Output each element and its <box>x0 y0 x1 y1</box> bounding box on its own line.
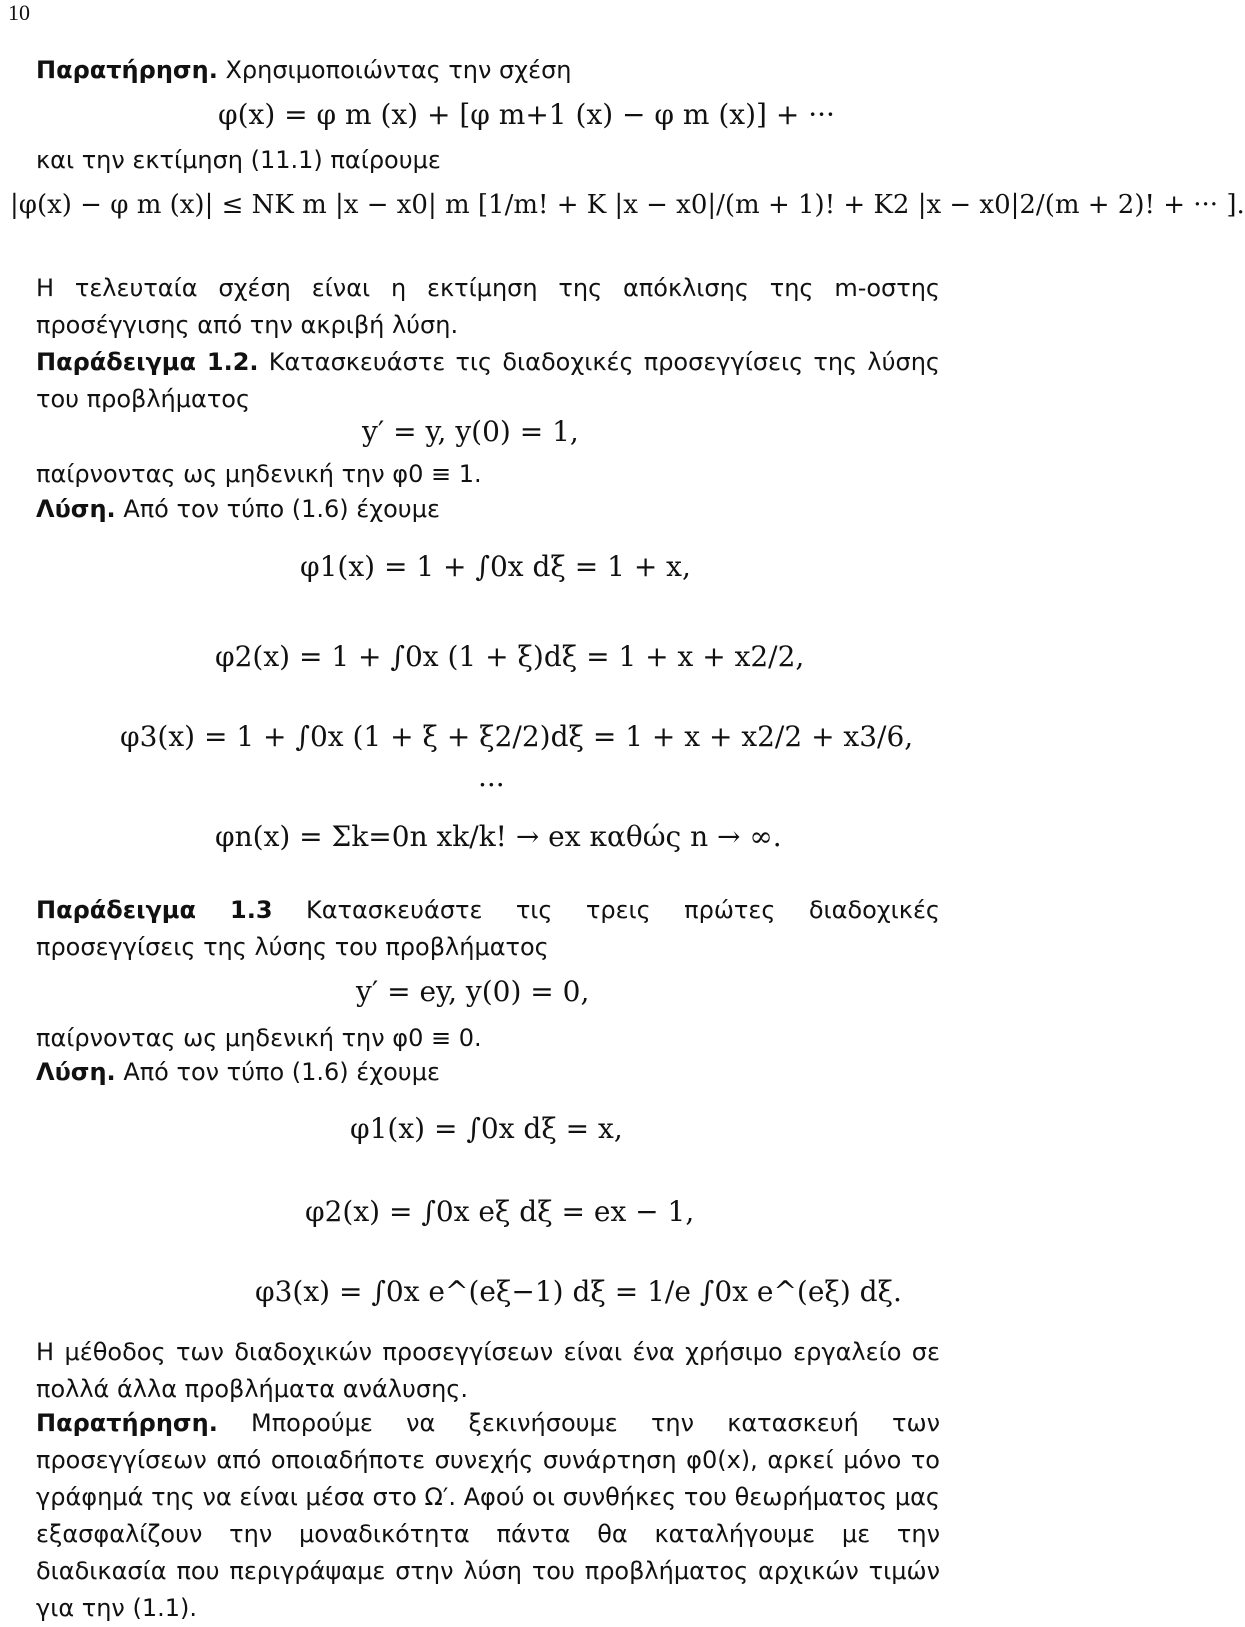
remark-text: Χρησιμοποιώντας την σχέση <box>217 56 572 84</box>
solution-text: Από τον τύπο (1.6) έχουμε <box>115 1058 440 1086</box>
example-1-3-statement <box>36 892 940 966</box>
example-1-2-heading: Παράδειγμα 1.2. <box>36 348 259 376</box>
example-1-3-solution-line <box>36 1054 940 1091</box>
solution-heading: Λύση. <box>36 1058 116 1086</box>
remark-paragraph <box>36 52 940 89</box>
example-1-3-heading: Παράδειγμα 1.3 <box>36 896 273 924</box>
method-paragraph: Η μέθοδος των διαδοχικών προσεγγίσεων είναι ένα χρήσιμο εργαλείο σε πολλά άλλα προβλήματα ανάλυσης. <box>36 1338 940 1403</box>
example-1-2-statement <box>36 344 940 418</box>
example-1-3-phi2: φ2(x) = ∫0x eξ dξ = ex − 1, <box>305 1195 695 1228</box>
example-1-2-phi2: φ2(x) = 1 + ∫0x (1 + ξ)dξ = 1 + x + x2/2, <box>215 640 805 673</box>
example-1-3-text: Κατασκευάστε τις τρεις πρώτες διαδοχικές προσεγγίσεις της λύσης του προβλήματος <box>36 896 940 961</box>
example-1-2-solution-line <box>36 491 940 528</box>
remark-heading: Παρατήρηση. <box>36 56 218 84</box>
example-1-2-dots: ... <box>478 760 505 793</box>
solution-heading: Λύση. <box>36 495 116 523</box>
estimate-equation: |φ(x) − φ m (x)| ≤ NK m |x − x0| m [1/m! + K |x − x0|/(m + 1)! + K2 |x − x0|2/(m + 2)! + ··· ]. <box>10 190 1245 220</box>
example-1-3-initial: παίρνοντας ως μηδενική την φ0 ≡ 0. <box>36 1024 482 1052</box>
estimate-intro-text: και την εκτίμηση (11.1) παίρουμε <box>36 146 441 174</box>
phi-series-equation: φ(x) = φ m (x) + [φ m+1 (x) − φ m (x)] + ··· <box>218 98 835 131</box>
solution-text: Από τον τύπο (1.6) έχουμε <box>115 495 440 523</box>
page-number: 10 <box>8 0 30 25</box>
remark-2-heading: Παρατήρηση. <box>36 1409 218 1437</box>
example-1-2-phi3: φ3(x) = 1 + ∫0x (1 + ξ + ξ2/2)dξ = 1 + x + x2/2 + x3/6, <box>120 720 914 753</box>
example-1-3-phi3: φ3(x) = ∫0x e^(eξ−1) dξ = 1/e ∫0x e^(eξ) dξ. <box>255 1275 902 1308</box>
remark-2-paragraph <box>36 1405 940 1627</box>
example-1-2-text: Κατασκευάστε τις διαδοχικές προσεγγίσεις της λύσης του προβλήματος <box>36 348 940 413</box>
example-1-2-phin: φn(x) = Σk=0n xk/k! → ex καθώς n → ∞. <box>215 820 782 853</box>
example-1-2-initial: παίρνοντας ως μηδενική την φ0 ≡ 1. <box>36 460 482 488</box>
example-1-3-ode: y′ = ey, y(0) = 0, <box>356 975 590 1008</box>
example-1-2-ode: y′ = y, y(0) = 1, <box>362 415 579 448</box>
example-1-3-phi1: φ1(x) = ∫0x dξ = x, <box>350 1112 623 1145</box>
example-1-2-phi1: φ1(x) = 1 + ∫0x dξ = 1 + x, <box>300 550 691 583</box>
last-relation-text: Η τελευταία σχέση είναι η εκτίμηση της απόκλισης της m-οστης προσέγγισης από την ακριβή λύση. <box>36 274 940 339</box>
remark-2-text: Μπορούμε να ξεκινήσουμε την κατασκευή των προσεγγίσεων από οποιαδήποτε συνεχής συνάρτηση φ0(x), αρκεί μόνο το γράφημά της να είναι μέσα στο Ω′. Αφού οι συνθήκες του θεωρήματος μας εξασφαλίζουν την μοναδικότητα πάντα θα καταλήγουμε με την διαδικασία που περιγράψαμε στην λύση του προβλήματος αρχικών τιμών για την (1.1). <box>36 1409 940 1622</box>
